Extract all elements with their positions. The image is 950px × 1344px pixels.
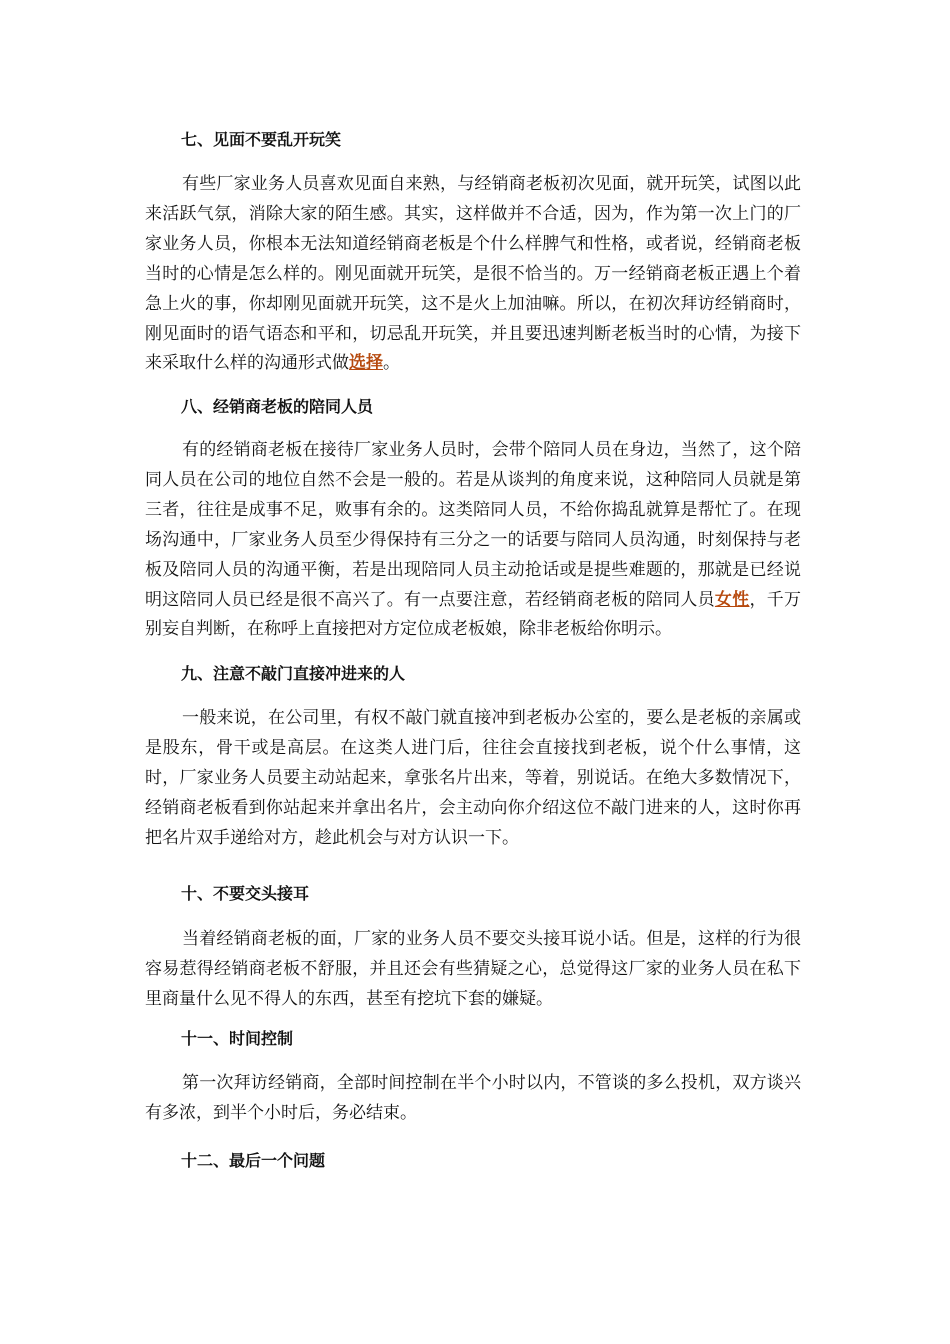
section-paragraph-9: 一般来说，在公司里，有权不敲门就直接冲到老板办公室的，要么是老板的亲属或是股东，骨干或是高层。在这类人进门后，往往会直接找到老板，说个什么事情，这时，厂家业务人员要主动站起来，拿张名片出来，等着，别说话。在绝大多数情况下，经销商老板看到你站起来并拿出名片，会主动向你介绍这位不敲门进来的人，这时你再把名片双手递给对方，趁此机会与对方认识一下。	[145, 708, 801, 848]
paragraph-text: 有的经销商老板在接待厂家业务人员时，会带个陪同人员在身边，当然了，这个陪同人员在公司的地位自然不会是一般的。若是从谈判的角度来说，这种陪同人员就是第三者，往往是成事不足，败事有余的。这类陪同人员，不给你捣乱就算是帮忙了。在现场沟通中，厂家业务人员至少得保持有三分之一的话要与陪同人员沟通，时刻保持与老板及陪同人员的沟通平衡，若是出现陪同人员主动抢话或是提些难题的，那就是已经说明这陪同人员已经是很不高兴了。有一点要注意，若经销商老板的陪同人员	[145, 440, 801, 610]
link-nvxing[interactable]: 女性	[714, 589, 750, 610]
section-heading-9: 九、注意不敲门直接冲进来的人	[181, 664, 406, 683]
section-paragraph-11: 第一次拜访经销商，全部时间控制在半个小时以内，不管谈的多么投机，双方谈兴有多浓，到半个小时后，务必结束。	[145, 1073, 801, 1123]
section-heading-12: 十二、最后一个问题	[181, 1151, 326, 1170]
section-heading-11: 十一、时间控制	[181, 1029, 294, 1048]
section-heading-7: 七、见面不要乱开玩笑	[181, 130, 342, 149]
paragraph-text: ，千万别妄自判断，在称呼上直接把对方定位成老板娘，除非老板给你明示。	[145, 589, 802, 640]
paragraph-text: 。	[383, 353, 400, 374]
section-paragraph-10: 当着经销商老板的面，厂家的业务人员不要交头接耳说小话。但是，这样的行为很容易惹得经销商老板不舒服，并且还会有些猜疑之心，总觉得这厂家的业务人员在私下里商量什么见不得人的东西，甚至有挖坑下套的嫌疑。	[145, 929, 801, 1009]
link-xuanze[interactable]: 选择	[349, 353, 383, 374]
paragraph-text: 有些厂家业务人员喜欢见面自来熟，与经销商老板初次见面，就开玩笑，试图以此来活跃气氛，消除大家的陌生感。其实，这样做并不合适，因为，作为第一次上门的厂家业务人员，你根本无法知道经销商老板是个什么样脾气和性格，或者说，经销商老板当时的心情是怎么样的。刚见面就开玩笑，是很不恰当的。万一经销商老板正遇上个着急上火的事，你却刚见面就开玩笑，这不是火上加油嘛。所以，在初次拜访经销商时，刚见面时的语气语态和平和，切忌乱开玩笑，并且要迅速判断老板当时的心情，为接下来采取什么样的沟通形式做	[145, 174, 801, 374]
section-heading-8: 八、经销商老板的陪同人员	[181, 397, 374, 416]
section-heading-10: 十、不要交头接耳	[181, 884, 310, 903]
section-paragraph-8	[145, 436, 801, 645]
section-paragraph-7	[145, 170, 801, 379]
